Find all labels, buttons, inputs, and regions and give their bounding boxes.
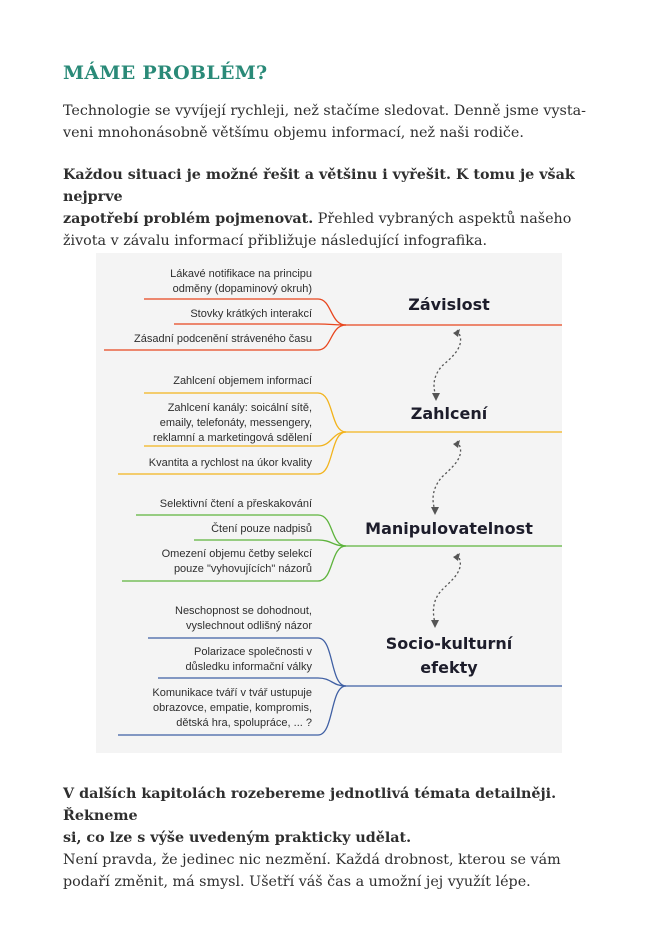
closing-line-4: podaří změnit, má smysl. Ušetří váš čas a umožní jej využít lépe. xyxy=(63,874,531,890)
arrowhead-3-top xyxy=(453,553,460,561)
dotted-arrow-1 xyxy=(434,330,461,396)
problem-line-2: Přehled vybraných aspektů našeho xyxy=(313,211,572,227)
topic-manipulovatelnost: Manipulovatelnost xyxy=(365,519,533,538)
leaf-text: odměny (dopaminový okruh) xyxy=(172,283,312,295)
leaf-text: emaily, telefonáty, messengery, xyxy=(159,417,312,429)
closing-bold-line-1: V dalších kapitolách rozebereme jednotlivá témata detailněji. Řekneme xyxy=(63,786,557,824)
leaf-manipulovatelnost-3 xyxy=(162,547,312,577)
leaf-zahlceni-1 xyxy=(173,374,312,389)
leaf-zavislost-2 xyxy=(190,307,312,322)
leaf-text: Čtení pouze nadpisů xyxy=(211,523,312,535)
arrowhead-2-bottom xyxy=(431,507,439,515)
dotted-arrow-2 xyxy=(433,441,461,510)
intro-line-2: veni mnohonásobně většímu objemu informací, než naši rodiče. xyxy=(63,125,524,141)
topic-socio-line-2: efekty xyxy=(420,658,478,677)
leaf-zahlceni-2 xyxy=(153,401,312,446)
leaf-text: pouze "vyhovujících" názorů xyxy=(173,563,312,575)
leaf-socio-3 xyxy=(152,686,312,731)
closing-bold-line-2: si, co lze s výše uvedeným prakticky udělat. xyxy=(63,830,412,846)
problem-paragraph xyxy=(63,164,598,252)
topic-zavislost: Závislost xyxy=(408,295,490,314)
leaf-manipulovatelnost-1 xyxy=(160,497,312,512)
problem-bold-line-2: zapotřebí problém pojmenovat. xyxy=(63,211,314,227)
intro-line-1: Technologie se vyvíjejí rychleji, než stačíme sledovat. Denně jsme vysta- xyxy=(63,103,586,119)
closing-line-3: Není pravda, že jedinec nic nezmění. Každá drobnost, kterou se vám xyxy=(63,852,561,868)
connector-zavislost-2 xyxy=(174,324,346,325)
problem-line-3: života v závalu informací přibližuje následující infografika. xyxy=(63,233,488,249)
arrowhead-3-bottom xyxy=(431,620,439,628)
leaf-text: Zahlcení objemem informací xyxy=(173,375,312,387)
leaf-socio-2 xyxy=(185,645,312,675)
dotted-arrow-3 xyxy=(433,554,460,623)
leaf-text: obrazovce, empatie, kompromis, xyxy=(153,702,312,714)
leaf-text: Polarizace společnosti v xyxy=(193,646,312,658)
leaf-text: dětská hra, spolupráce, ... ? xyxy=(176,717,312,729)
topic-socio-kulturni xyxy=(339,632,559,680)
leaf-text: Neschopnost se dohodnout, xyxy=(175,605,312,617)
leaf-zahlceni-3 xyxy=(149,456,312,471)
arrowhead-1-top xyxy=(453,329,460,337)
leaf-text: Selektivní čtení a přeskakování xyxy=(159,498,312,510)
topic-socio-line-1: Socio-kulturní xyxy=(385,634,513,653)
leaf-zavislost-3 xyxy=(134,332,312,347)
leaf-text: důsledku informační války xyxy=(185,661,312,673)
leaf-manipulovatelnost-2 xyxy=(211,522,312,537)
mind-map-infographic xyxy=(96,253,562,753)
leaf-text: Komunikace tváří v tvář ustupuje xyxy=(152,687,312,699)
leaf-zavislost-1 xyxy=(170,267,312,297)
leaf-text: Zahlcení kanály: soicální sítě, xyxy=(167,402,312,414)
intro-paragraph xyxy=(63,100,598,144)
leaf-text: vyslechnout odlišný názor xyxy=(186,620,312,632)
leaf-text: reklamní a marketingová sdělení xyxy=(153,432,312,444)
leaf-text: Stovky krátkých interakcí xyxy=(190,308,312,320)
leaf-text: Zásadní podcenění stráveného času xyxy=(134,333,312,345)
leaf-text: Kvantita a rychlost na úkor kvality xyxy=(148,457,312,469)
arrowhead-2-top xyxy=(453,440,460,448)
closing-paragraph xyxy=(63,783,598,893)
problem-bold-line-1: Každou situaci je možné řešit a většinu i vyřešit. K tomu je však nejprve xyxy=(63,167,575,205)
topic-zahlceni: Zahlcení xyxy=(410,404,488,423)
leaf-text: Omezení objemu četby selekcí xyxy=(161,548,312,560)
leaf-text: Lákavé notifikace na principu xyxy=(170,268,312,280)
connector-socio-2 xyxy=(158,678,346,686)
page-title: MÁME PROBLÉM? xyxy=(63,62,268,84)
arrowhead-1-bottom xyxy=(432,393,440,401)
leaf-socio-1 xyxy=(175,604,312,634)
connector-manipulovatelnost-2 xyxy=(194,540,346,546)
